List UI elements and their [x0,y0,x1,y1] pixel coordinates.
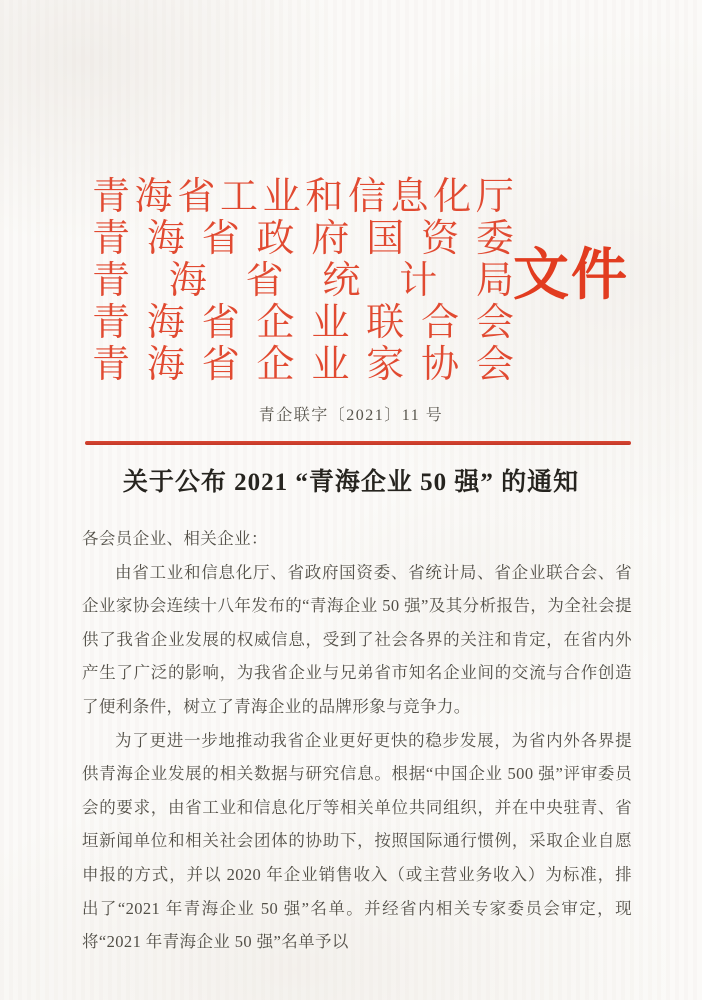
letterhead-agency-line-4: 青 海 省 企 业 联 合 会 [92,302,514,344]
body-paragraph-2: 为了更进一步地推动我省企业更好更快的稳步发展，为省内外各界提供青海企业发展的相关数据与研究信息。根据“中国企业 500 强”评审委员会的要求，由省工业和信息化厅等相关单位共同组织，并在中央驻青、省垣新闻单位和相关社会团体的协助下，按照国际通行惯例，采取企业自愿申报的方式，并以 2020 年企业销售收入（或主营业务收入）为标准，排出了“2021 年青海企业 50 强”名单。并经省内相关专家委员会审定，现将“2021 年青海企业 50 强”名单予以 [82,730,632,952]
document-title: 关于公布 2021 “青海企业 50 强” 的通知 [122,469,580,496]
letterhead-agencies [92,176,514,386]
salutation: 各会员企业、相关企业： [82,529,268,548]
doc-type-label: 文件 [513,245,629,307]
letterhead-agency-line-5: 青 海 省 企 业 家 协 会 [92,344,514,386]
body-paragraph-1: 由省工业和信息化厅、省政府国资委、省统计局、省企业联合会、省企业家协会连续十八年发布的“青海企业 50 强”及其分析报告，为全社会提供了我省企业发展的权威信息，受到了社会各界的关注和肯定，在省内外产生了广泛的影响，为我省企业与兄弟省市知名企业间的交流与合作创造了便利条件，树立了青海企业的品牌形象与竞争力。 [82,562,632,716]
letterhead-agency-line-1: 青 海 省 工 业 和 信 息 化 厅 [92,176,514,218]
red-separator-line [85,441,631,445]
doc-number: 青企联字〔2021〕11 号 [258,407,444,424]
letterhead-agency-line-2: 青 海 省 政 府 国 资 委 [92,218,514,260]
document-body [82,522,632,959]
letterhead-agency-line-3: 青 海 省 统 计 局 [92,260,514,302]
